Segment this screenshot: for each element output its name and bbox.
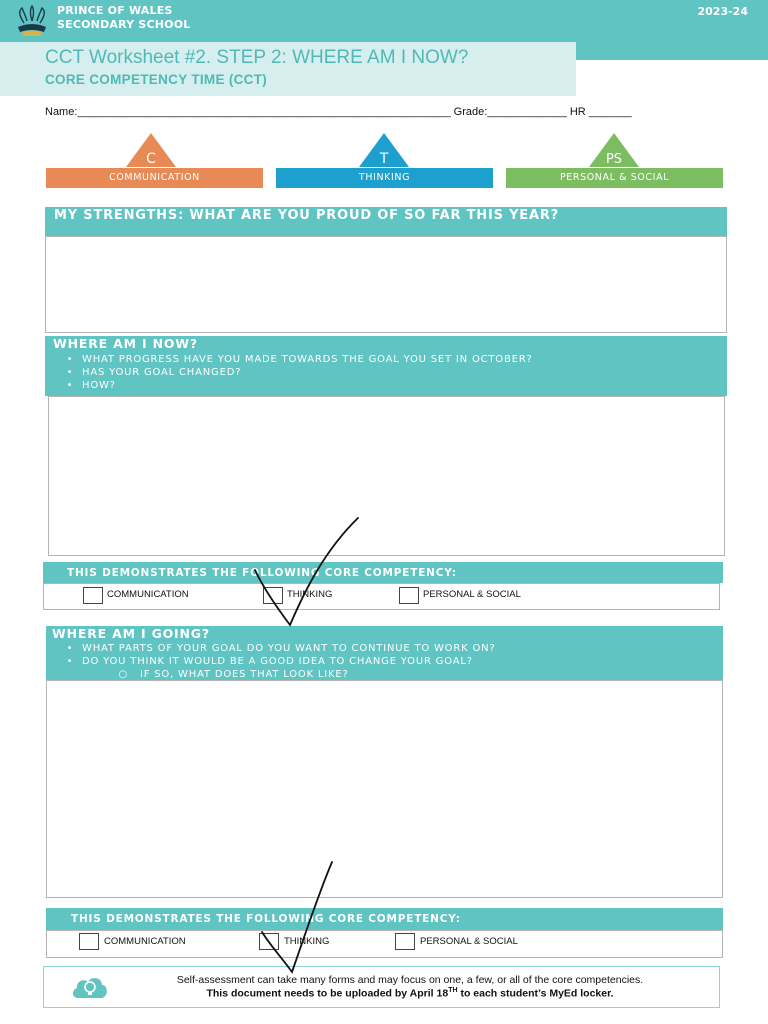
thinking-checkbox[interactable] (259, 933, 279, 950)
footer-line-2 (110, 987, 710, 1000)
communication-checkbox[interactable] (83, 587, 103, 604)
student-info-line[interactable]: Name:_____________________________________________________________ Grade:_____________ HR _______ (45, 106, 632, 118)
strengths-answer-box[interactable] (45, 236, 727, 333)
footer-line-2-text-end: to each student’s MyEd locker. (457, 987, 614, 1000)
demonstrates-heading-1: THIS DEMONSTRATES THE FOLLOWING CORE COMPETENCY: (67, 567, 457, 579)
now-bullet: • WHAT PROGRESS HAVE YOU MADE TOWARDS THE GOAL YOU SET IN OCTOBER? (58, 353, 533, 366)
school-year: 2023-24 (697, 5, 748, 18)
now-bullet: • HAS YOUR GOAL CHANGED? (58, 366, 533, 379)
school-name (57, 4, 191, 32)
thinking-bar: THINKING (276, 168, 493, 188)
communication-checkbox-label: COMMUNICATION (107, 589, 189, 600)
worksheet-title: CCT Worksheet #2. STEP 2: WHERE AM I NOW? (45, 47, 469, 68)
thinking-checkbox-label: THINKING (287, 589, 333, 600)
going-bullet: • WHAT PARTS OF YOUR GOAL DO YOU WANT TO CONTINUE TO WORK ON? (58, 642, 496, 655)
personal-social-checkbox-label: PERSONAL & SOCIAL (420, 936, 518, 947)
personal-social-checkbox-label: PERSONAL & SOCIAL (423, 589, 521, 600)
school-logo-icon (14, 5, 50, 37)
strengths-heading: MY STRENGTHS: WHAT ARE YOU PROUD OF SO FAR THIS YEAR? (54, 208, 560, 223)
now-answer-box[interactable] (48, 396, 725, 556)
header-bar-extension (576, 44, 768, 60)
going-answer-box[interactable] (46, 680, 723, 898)
personal-social-letter: PS (605, 152, 623, 167)
personal-social-checkbox[interactable] (395, 933, 415, 950)
footer-line-2-text: This document needs to be uploaded by April 18 (206, 987, 449, 1000)
now-heading: WHERE AM I NOW? (53, 336, 198, 351)
school-name-line2: SECONDARY SCHOOL (57, 18, 191, 31)
going-sub-bullet: ○ IF SO, WHAT DOES THAT LOOK LIKE? (58, 668, 496, 681)
demonstrates-heading-2: THIS DEMONSTRATES THE FOLLOWING CORE COMPETENCY: (71, 913, 461, 925)
communication-checkbox[interactable] (79, 933, 99, 950)
personal-social-checkbox[interactable] (399, 587, 419, 604)
going-heading: WHERE AM I GOING? (52, 626, 210, 641)
worksheet-subtitle: CORE COMPETENCY TIME (CCT) (45, 72, 268, 87)
communication-checkbox-label: COMMUNICATION (104, 936, 186, 947)
communication-letter: C (146, 151, 156, 167)
personal-social-triangle-icon (589, 133, 639, 167)
going-bullet: • DO YOU THINK IT WOULD BE A GOOD IDEA TO CHANGE YOUR GOAL? (58, 655, 496, 668)
footer-line-1: Self-assessment can take many forms and may focus on one, a few, or all of the core competencies. (176, 974, 644, 986)
school-name-line1: PRINCE OF WALES (57, 4, 173, 17)
lightbulb-cloud-icon (70, 972, 110, 1002)
communication-triangle-icon (126, 133, 176, 167)
now-bullet-list (58, 353, 533, 392)
thinking-checkbox-label: THINKING (284, 936, 330, 947)
communication-bar: COMMUNICATION (46, 168, 263, 188)
going-bullet-list (58, 642, 496, 681)
thinking-triangle-icon (359, 133, 409, 167)
now-bullet: • HOW? (58, 379, 533, 392)
footer-line-2-superscript: TH (448, 987, 458, 994)
thinking-checkbox[interactable] (263, 587, 283, 604)
personal-social-bar: PERSONAL & SOCIAL (506, 168, 723, 188)
thinking-letter: T (379, 151, 389, 167)
